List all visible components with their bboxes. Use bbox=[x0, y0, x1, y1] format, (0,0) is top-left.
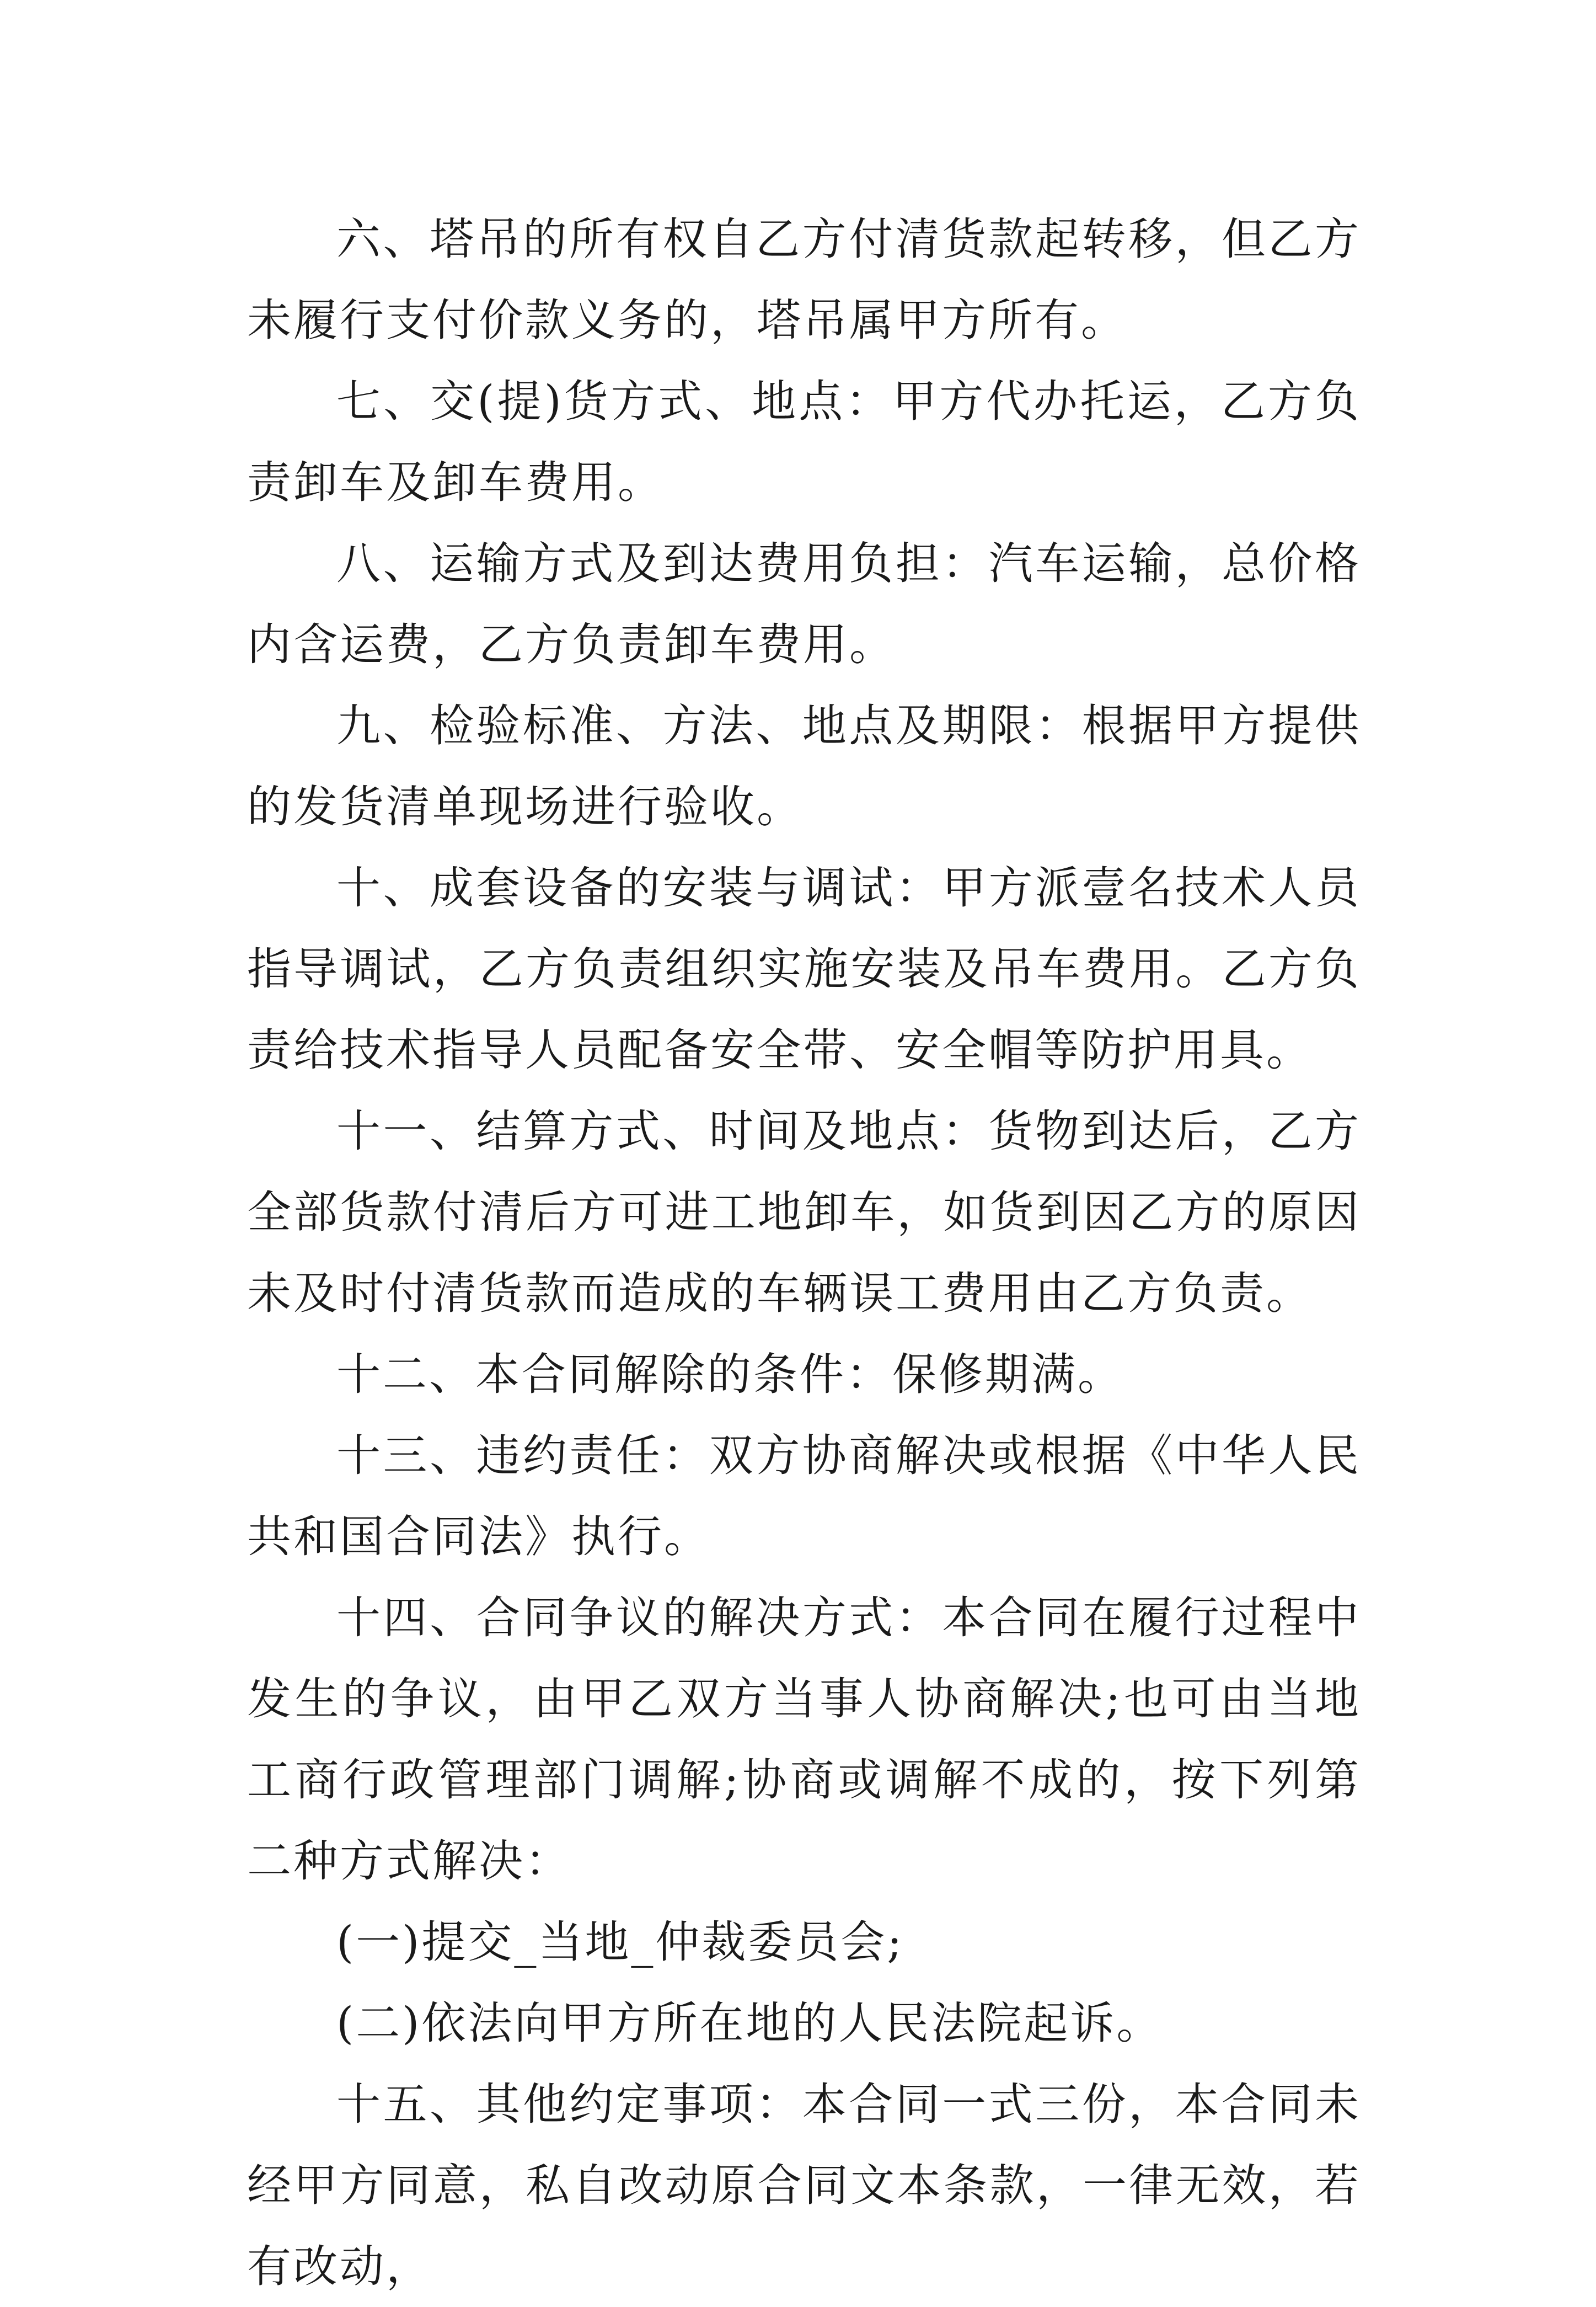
clause-9-inspection: 九、检验标准、方法、地点及期限：根据甲方提供的发货清单现场进行验收。 bbox=[247, 700, 1361, 832]
clause-8-transport: 八、运输方式及到达费用负担：汽车运输，总价格内含运费，乙方负责卸车费用。 bbox=[247, 538, 1361, 670]
clause-11-settlement: 十一、结算方式、时间及地点：货物到达后，乙方全部货款付清后方可进工地卸车，如货到因乙方的原因未及时付清货款而造成的车辆误工费用由乙方负责。 bbox=[247, 1106, 1361, 1319]
clause-14-dispute: 十四、合同争议的解决方式：本合同在履行过程中发生的争议，由甲乙双方当事人协商解决;也可由当地工商行政管理部门调解;协商或调解不成的，按下列第二种方式解决： bbox=[247, 1592, 1361, 1887]
clause-14-option-2: (二)依法向甲方所在地的人民法院起诉。 bbox=[336, 1998, 1163, 2049]
clause-7-delivery: 七、交(提)货方式、地点：甲方代办托运，乙方负责卸车及卸车费用。 bbox=[247, 376, 1361, 508]
contract-body bbox=[247, 199, 1361, 2307]
clause-12-termination: 十二、本合同解除的条件：保修期满。 bbox=[336, 1349, 1124, 1400]
clause-13-liability: 十三、违约责任：双方协商解决或根据《中华人民共和国合同法》执行。 bbox=[247, 1430, 1361, 1562]
clause-14-option-1: (一)提交_当地_仲裁委员会; bbox=[336, 1916, 904, 1968]
clause-15-other: 十五、其他约定事项：本合同一式三份，本合同未经甲方同意，私自改动原合同文本条款，一律无效，若有改动， bbox=[247, 2079, 1361, 2292]
clause-10-installation: 十、成套设备的安装与调试：甲方派壹名技术人员指导调试，乙方负责组织实施安装及吊车费用。乙方负责给技术指导人员配备安全带、安全帽等防护用具。 bbox=[247, 862, 1361, 1076]
clause-6-ownership: 六、塔吊的所有权自乙方付清货款起转移，但乙方未履行支付价款义务的，塔吊属甲方所有。 bbox=[247, 213, 1361, 346]
